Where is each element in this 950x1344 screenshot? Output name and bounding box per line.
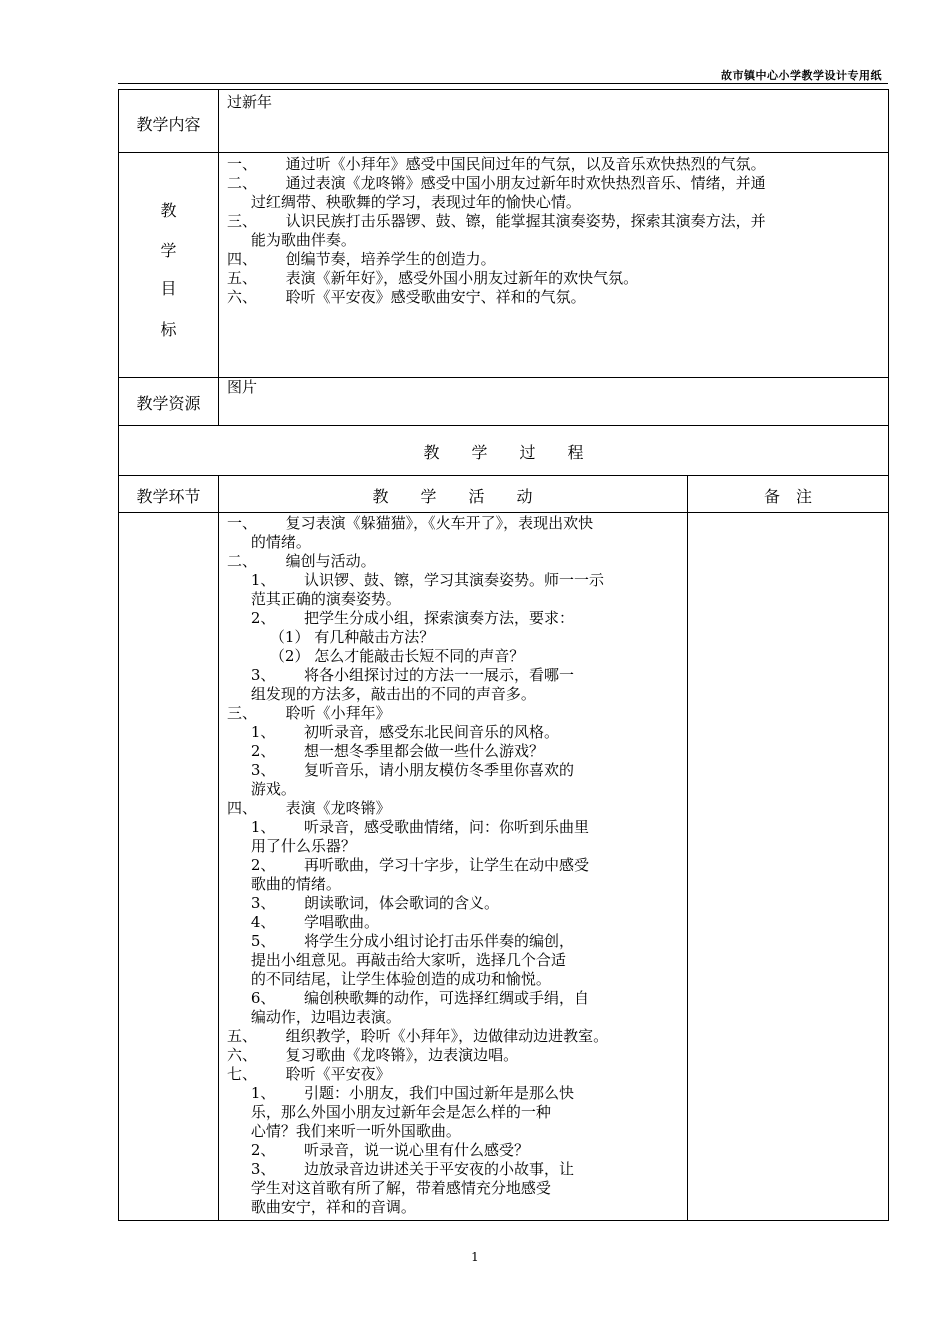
goal-line: 能为歌曲伴奏。 <box>227 231 356 249</box>
activity-line: 学生对这首歌有所了解，带着感情充分地感受 <box>227 1179 551 1197</box>
activity-line: 2、 再听歌曲，学习十字步，让学生在动中感受 <box>227 856 589 874</box>
resource-value: 图片 <box>227 378 258 396</box>
activity-line: 5、 将学生分成小组讨论打击乐伴奏的编创， <box>227 932 574 950</box>
row-process-title <box>118 426 889 476</box>
activity-line: 六、 复习歌曲《龙咚锵》，边表演边唱。 <box>227 1046 519 1064</box>
activity-line: 五、 组织教学，聆听《小拜年》，边做律动边进教室。 <box>227 1027 609 1045</box>
activity-line: 4、 学唱歌曲。 <box>227 913 379 931</box>
header-rule <box>118 83 888 84</box>
activity-line: 2、 听录音，说一说心里有什么感受？ <box>227 1141 529 1159</box>
col-step-header: 教学环节 <box>136 487 201 506</box>
activity-line: 提出小组意见。再敲击给大家听，选择几个合适 <box>227 951 566 969</box>
activity-line: 的不同结尾，让学生体验创造的成功和愉悦。 <box>227 970 551 988</box>
activity-col-divider <box>687 513 688 1220</box>
col-note-header: 备 注 <box>763 487 812 506</box>
goal-line: 二、 通过表演《龙咚锵》感受中国小朋友过新年时欢快热烈音乐、情绪，并通 <box>227 174 766 192</box>
activity-line: 1、 认识锣、鼓、镲，学习其演奏姿势。师一一示 <box>227 571 604 589</box>
activity-line: 歌曲的情绪。 <box>227 875 341 893</box>
page-number: 1 <box>471 1250 479 1264</box>
row-content <box>118 89 889 153</box>
col-activity-header: 教 学 活 动 <box>372 487 533 506</box>
process-title: 教 学 过 程 <box>423 443 584 462</box>
activity-line: 一、 复习表演《躲猫猫》，《火车开了》，表现出欢快 <box>227 514 594 532</box>
row-activities <box>118 513 889 1221</box>
activity-line: （2） 怎么才能敲击长短不同的声音？ <box>227 647 525 665</box>
activity-line: 游戏。 <box>227 780 296 798</box>
activity-line: 用了什么乐器？ <box>227 837 356 855</box>
activity-line: 编动作，边唱边表演。 <box>227 1008 401 1026</box>
row-goals <box>118 153 889 378</box>
row-resources <box>118 378 889 426</box>
activity-line: 四、 表演《龙咚锵》 <box>227 799 391 817</box>
activity-line: 乐，那么外国小朋友过新年会是怎么样的一种 <box>227 1103 551 1121</box>
activity-line: 的情绪。 <box>227 533 311 551</box>
activity-line: （1） 有几种敲击方法？ <box>227 628 435 646</box>
goal-line: 三、 认识民族打击乐器锣、鼓、镲，能掌握其演奏姿势，探索其演奏方法，并 <box>227 212 766 230</box>
activity-line: 1、 初听录音，感受东北民间音乐的风格。 <box>227 723 559 741</box>
goals-label-1: 教 <box>160 201 177 220</box>
content-label: 教学内容 <box>136 115 201 134</box>
goals-label-3: 目 <box>160 279 177 298</box>
content-value: 过新年 <box>227 93 273 111</box>
activity-line: 3、 边放录音边讲述关于平安夜的小故事，让 <box>227 1160 574 1178</box>
activity-line: 3、 将各小组探讨过的方法一一展示，看哪一 <box>227 666 574 684</box>
activity-line: 范其正确的演奏姿势。 <box>227 590 401 608</box>
activity-line: 组发现的方法多，敲击出的不同的声音多。 <box>227 685 536 703</box>
goals-text <box>227 155 766 307</box>
goal-line: 六、 聆听《平安夜》感受歌曲安宁、祥和的气氛。 <box>227 288 586 306</box>
goal-line: 一、 通过听《小拜年》感受中国民间过年的气氛，以及音乐欢快热烈的气氛。 <box>227 155 766 173</box>
activity-line: 心情？我们来听一听外国歌曲。 <box>227 1122 461 1140</box>
activity-line: 2、 把学生分成小组，探索演奏方法，要求： <box>227 609 574 627</box>
resource-label: 教学资源 <box>136 394 201 413</box>
activity-line: 三、 聆听《小拜年》 <box>227 704 391 722</box>
activity-line: 3、 复听音乐，请小朋友模仿冬季里你喜欢的 <box>227 761 574 779</box>
activity-line: 6、 编创秧歌舞的动作，可选择红绸或手绢，自 <box>227 989 589 1007</box>
activity-line: 二、 编创与活动。 <box>227 552 376 570</box>
activity-line: 3、 朗读歌词，体会歌词的含义。 <box>227 894 499 912</box>
activity-line: 2、 想一想冬季里都会做一些什么游戏？ <box>227 742 544 760</box>
page-header-text: 故市镇中心小学教学设计专用纸 <box>721 69 882 82</box>
goal-line: 四、 创编节奏，培养学生的创造力。 <box>227 250 496 268</box>
goals-label-2: 学 <box>160 241 177 260</box>
activity-line: 1、 引题：小朋友，我们中国过新年是那么快 <box>227 1084 574 1102</box>
goals-label-4: 标 <box>160 320 177 339</box>
goal-line: 五、 表演《新年好》，感受外国小朋友过新年的欢快气氛。 <box>227 269 639 287</box>
activity-line: 1、 听录音，感受歌曲情绪，问：你听到乐曲里 <box>227 818 589 836</box>
activities-text <box>227 514 608 1217</box>
row-column-headers <box>118 476 889 513</box>
activity-line: 七、 聆听《平安夜》 <box>227 1065 391 1083</box>
activity-line: 歌曲安宁，祥和的音调。 <box>227 1198 416 1216</box>
goal-line: 过红绸带、秧歌舞的学习，表现过年的愉快心情。 <box>227 193 581 211</box>
